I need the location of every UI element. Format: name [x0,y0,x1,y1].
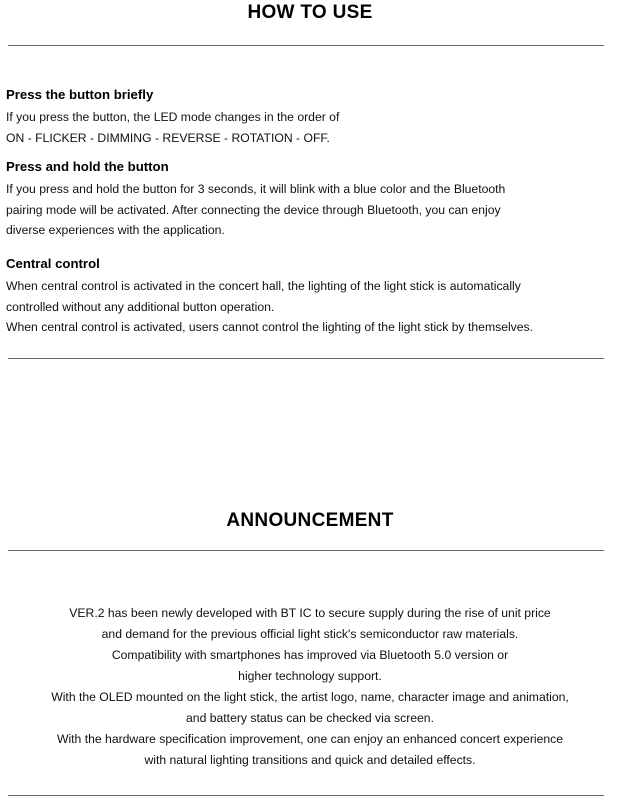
announcement-line: With the hardware specification improvement, one can enjoy an enhanced concert experience [56,732,564,746]
announcement-line: with natural lighting transitions and quick and detailed effects. [144,753,476,767]
body-line: When central control is activated in the concert hall, the lighting of the light stick is automatically [6,279,521,293]
body-line: If you press the button, the LED mode changes in the order of [6,110,340,124]
announcement-line: and battery status can be checked via screen. [186,711,434,725]
announcement-line: With the OLED mounted on the light stick, the artist logo, name, character image and animation, [51,690,569,704]
announcement-body [0,603,620,771]
announcement-line: Compatibility with smartphones has improved via Bluetooth 5.0 version or [111,648,509,662]
body-line: If you press and hold the button for 3 seconds, it will blink with a blue color and the Bluetooth [6,182,506,196]
announcement-line: VER.2 has been newly developed with BT IC to secure supply during the rise of unit price [69,606,551,620]
divider [8,358,604,359]
body-line: When central control is activated, users cannot control the lighting of the light stick by themselves. [6,320,534,334]
body-line: diverse experiences with the application. [6,223,225,237]
announcement-title: ANNOUNCEMENT [226,510,394,531]
divider [8,550,604,551]
announcement-line: higher technology support. [238,669,382,683]
body-line: pairing mode will be activated. After connecting the device through Bluetooth, you can enjoy [6,202,501,217]
how-to-use-title: HOW TO USE [247,2,373,23]
section-heading: Press and hold the button [6,159,169,174]
divider [8,45,604,46]
section-heading: Central control [6,256,100,271]
body-line: ON - FLICKER - DIMMING - REVERSE - ROTATION - OFF. [6,130,330,145]
section-press-briefly [6,86,610,148]
section-press-and-hold [6,158,610,241]
announcement-line: and demand for the previous official light stick's semiconductor raw materials. [101,627,519,641]
body-line: controlled without any additional button operation. [6,299,275,314]
section-central-control [6,255,610,338]
section-heading: Press the button briefly [6,87,154,102]
divider [8,795,604,796]
